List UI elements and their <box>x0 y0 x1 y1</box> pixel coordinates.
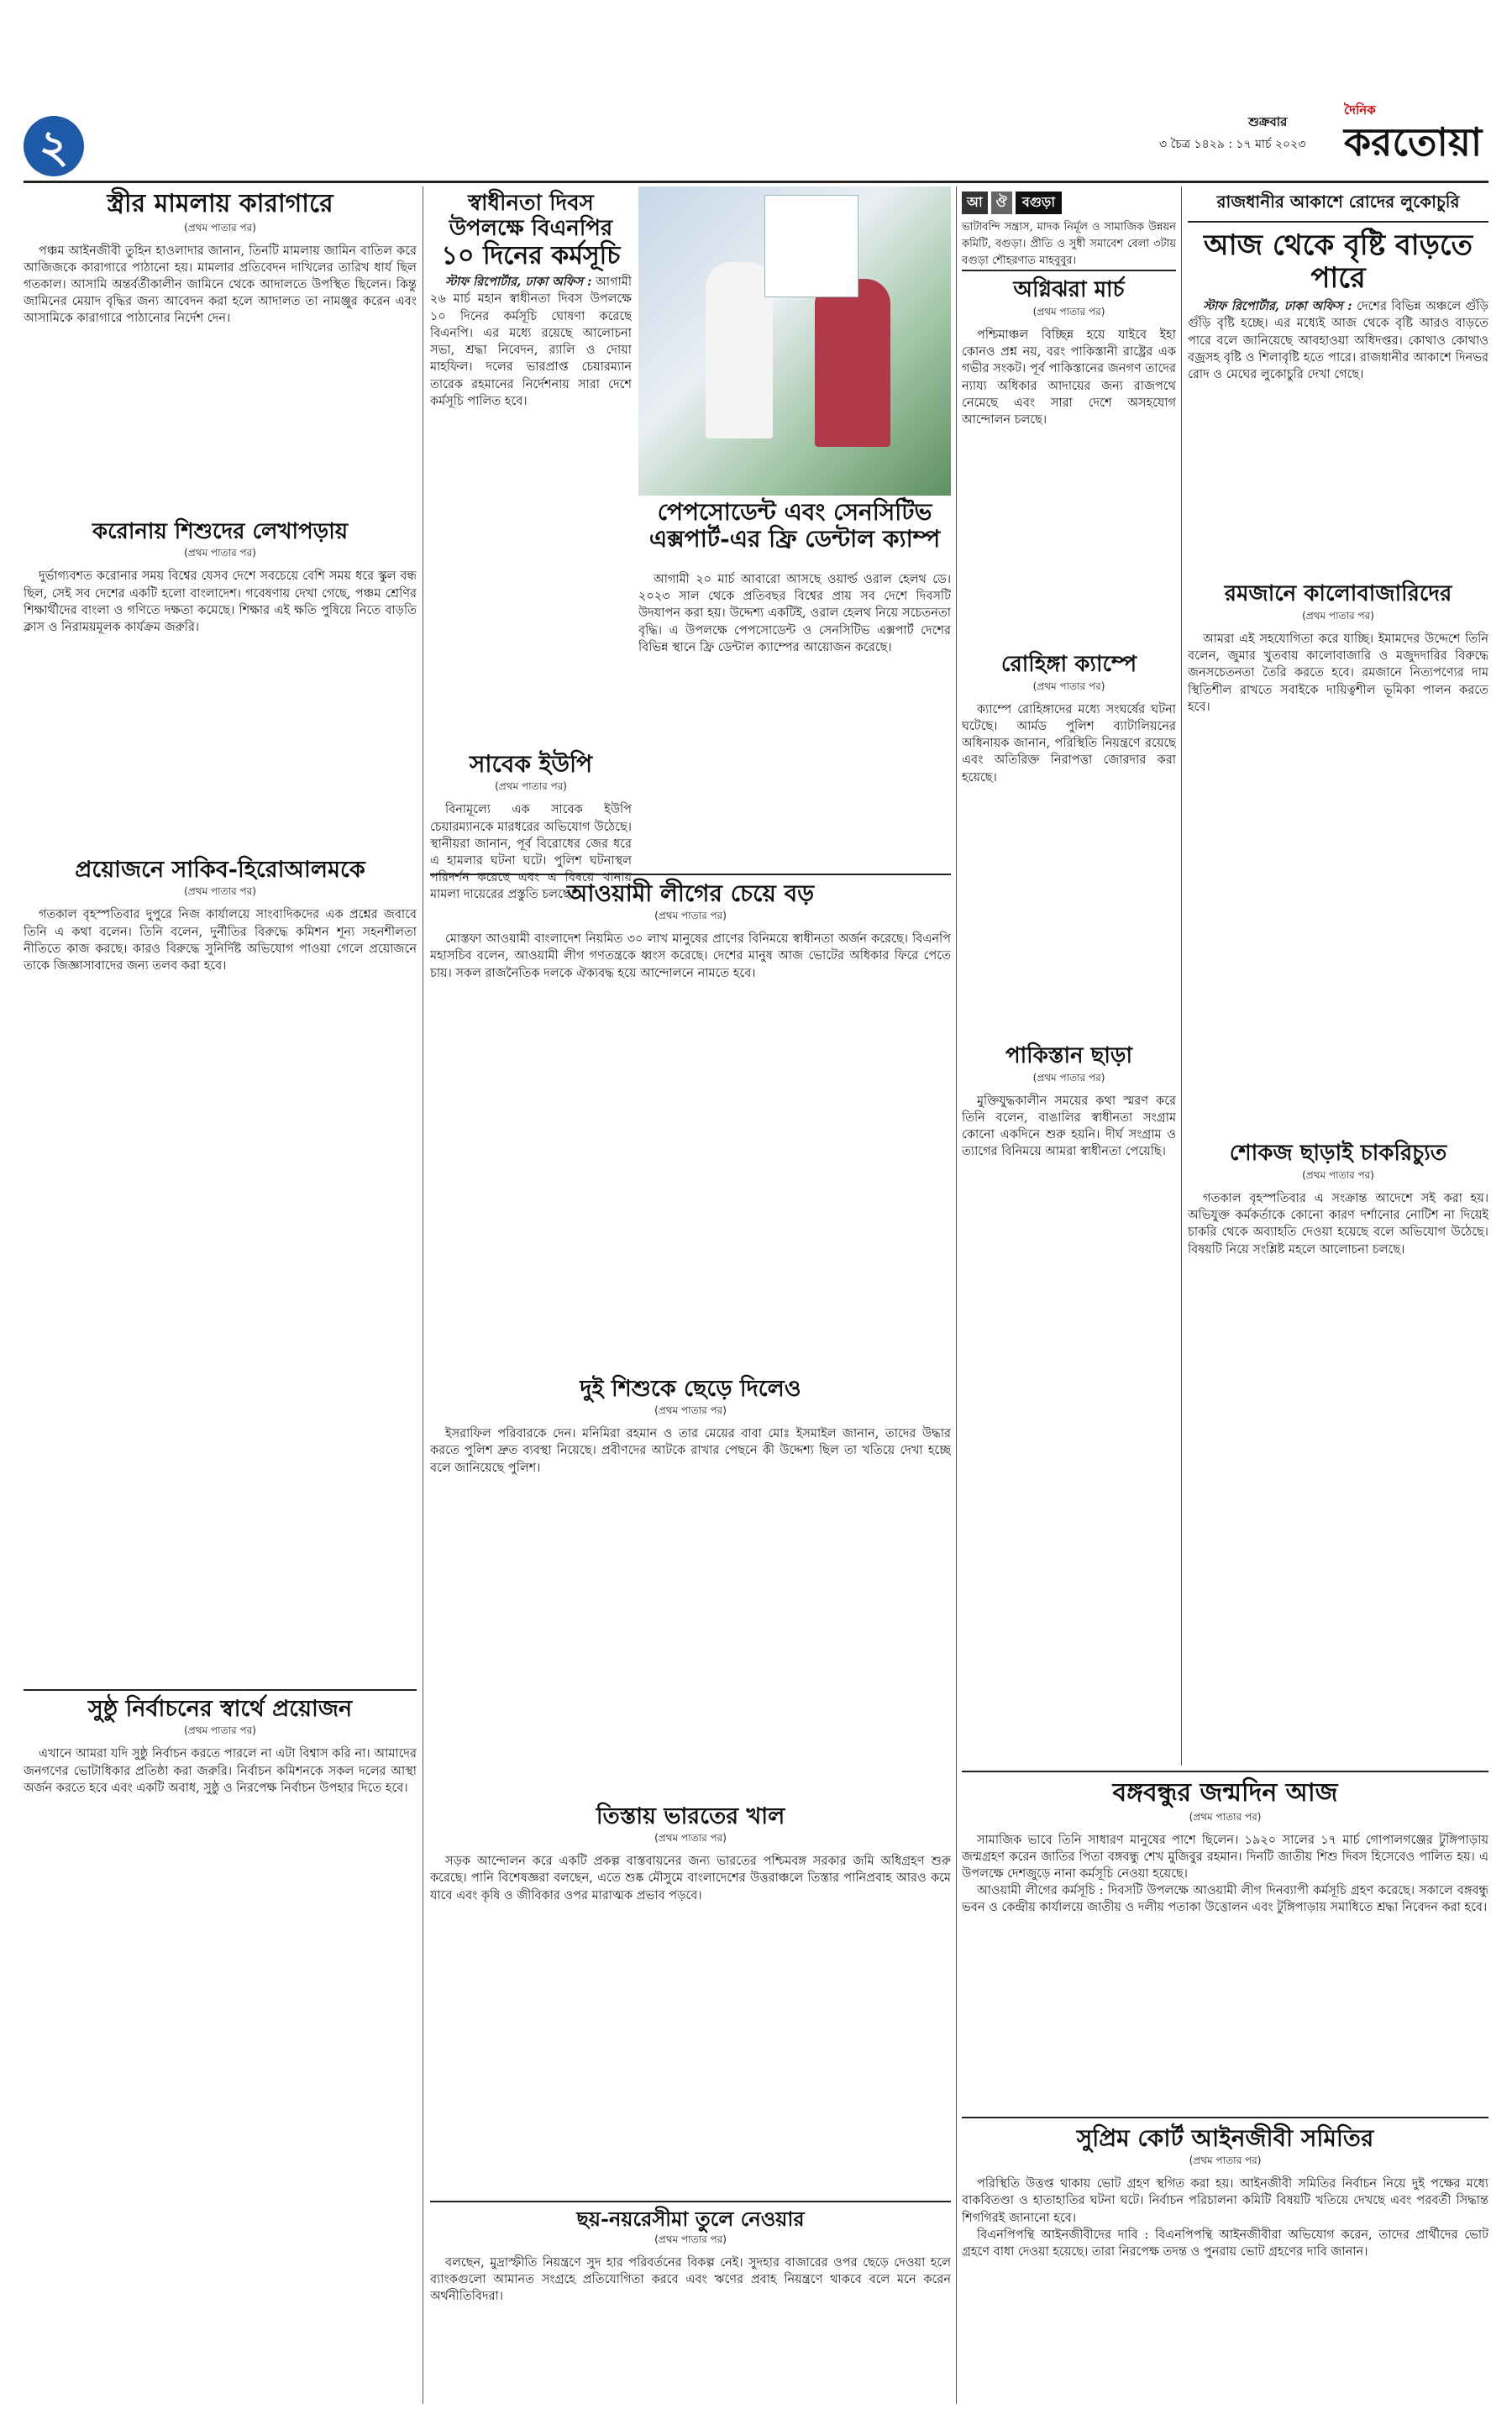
headline-rain: আজ থেকে বৃষ্টি বাড়তে পারে <box>1203 228 1473 296</box>
column-4 <box>962 186 1176 1866</box>
continued-label: (প্রথম পাতার পর) <box>654 2233 727 2245</box>
caption-line: এক্সপার্ট-এর ফ্রি ডেন্টাল ক্যাম্প <box>648 525 941 554</box>
headline-line: উপলক্ষে বিএনপির <box>449 215 613 241</box>
article-wife-case-body: পঞ্চম আইনজীবী তুহিন হাওলাদার জানান, তিনটি মামলায় জামিন বাতিল করে আজিজকে কারাগারে পাঠানো হয়। মামলার প্রতিবেদন দাখিলের তারিখ ধার্য ছিল গতকাল। আসামি অন্তর্বর্তীকালীন জামিনে থেকে আদালতে উপস্থিত ছিলেন। কিন্তু জামিনের মেয়াদ বৃদ্ধির জন্য আবেদন করা হলে আদালত তা নামঞ্জুর করেন এবং আসামিকে কারাগারে পাঠানোর নির্দেশ দেন। <box>24 244 417 326</box>
byline: স্টাফ রিপোর্টার, ঢাকা অফিস : <box>445 275 592 290</box>
continued-label: (প্রথম পাতার পর) <box>654 910 727 922</box>
article-election-body: এখানে আমরা যদি সুষ্ঠু নির্বাচন করতে পারলে না এটা বিশ্বাস করি না। আমাদের জনগণের ভোটাধিকার প্রতিষ্ঠা করা জরুরি। নির্বাচন কমিশনকে সকল দলের আস্থা অর্জন করতে হবে এবং একটি অবাধ, সুষ্ঠু ও নিরপেক্ষ নির্বাচন উপহার দিতে হবে। <box>24 1747 417 1795</box>
headline-line: স্বাধীনতা দিবস <box>468 191 594 216</box>
column-divider <box>1181 186 1182 1766</box>
column-5 <box>1188 186 1488 1766</box>
dental-camp-body: আগামী ২০ মার্চ আবারো আসছে ওয়ার্ল্ড ওরাল হেলথ ডে। ২০২৩ সাল থেকে প্রতিবছর বিশ্বের প্রায় সব দেশে দিবসটি উদযাপন করা হয়। উদ্দেশ্য একটিই, ওরাল হেলথ নিয়ে সচেতনতা বৃদ্ধি। এ উপলক্ষে পেপসোডেন্ট ও সেনসিটিভ এক্সপার্ট দেশের বিভিন্ন স্থানে ফ্রি ডেন্টাল ক্যাম্পের আয়োজন করেছে। <box>638 573 951 654</box>
continued-label: (প্রথম পাতার পর) <box>184 885 256 898</box>
headline-ramadan-blackmarket: রমজানে কালোবাজারিদের <box>1224 581 1452 607</box>
photo-person <box>815 279 890 447</box>
continued-label: (প্রথম পাতার পর) <box>184 547 256 559</box>
headline-bnp-program <box>430 192 632 270</box>
section-name: বগুড়া <box>1016 192 1062 214</box>
byline: স্টাফ রিপোর্টার, ঢাকা অফিস : <box>1203 299 1352 314</box>
article-pakistan-body: মুক্তিযুদ্ধকালীন সময়ের কথা স্মরণ করে তিনি বলেন, বাঙালির স্বাধীনতা সংগ্রাম কোনো একদিনে শুরু হয়নি। দীর্ঘ সংগ্রাম ও ত্যাগের বিনিময়ে আমরা স্বাধীনতা পেয়েছি। <box>962 1094 1176 1159</box>
headline-show-cause: শোকজ ছাড়াই চাকরিচ্যুত <box>1229 1141 1447 1167</box>
headline-wife-case: স্ত্রীর মামলায় কারাগারে <box>107 189 333 218</box>
masthead-rule <box>24 181 1488 183</box>
section-tag: ঔ <box>991 192 1012 214</box>
article-former-up-body: বিনামূল্যে এক সাবেক ইউপি চেয়ারম্যানকে মারধরের অভিযোগ উঠেছে। স্থানীয়রা জানান, পূর্ব বিরোধের জের ধরে এ হামলার ঘটনা ঘটে। পুলিশ ঘটনাস্থল পরিদর্শন করেছে এবং এ বিষয়ে থানায় মামলা দায়েরের প্রস্তুতি চলছে। <box>430 803 632 902</box>
section-tag: আ <box>962 192 988 214</box>
headline-interest-cap: ছয়-নয়রেসীমা তুলে নেওয়ার <box>430 2201 951 2231</box>
continued-label: (প্রথম পাতার পর) <box>1032 305 1105 318</box>
continued-label: (প্রথম পাতার পর) <box>654 1404 727 1417</box>
column-1 <box>24 186 417 2404</box>
article-sakib-body: গতকাল বৃহস্পতিবার দুপুরে নিজ কার্যালয়ে সাংবাদিকদের এক প্রশ্নের জবাবে তিনি এ কথা বলেন। তিনি বলেন, দুর্নীতির বিরুদ্ধে কমিশন শূন্য সহনশীলতা নীতিতে কাজ করছে। কারও বিরুদ্ধে সুনির্দিষ্ট অভিযোগ পাওয়া গেলে প্রয়োজনে তাকে জিজ্ঞাসাবাদের জন্য তলব করা হবে। <box>24 908 417 974</box>
continued-label: (প্রথম পাতার পর) <box>1032 1071 1105 1084</box>
headline-line: ১০ দিনের কর্মসূচি <box>441 240 621 270</box>
headline-former-up: সাবেক ইউপি <box>469 750 593 779</box>
bangabandhu-article <box>962 1776 1488 2112</box>
article-bnp-body <box>430 274 632 744</box>
headline-awami-league: আওয়ামী লীগের চেয়ে বড় <box>430 874 951 907</box>
continued-label: (প্রথম পাতার পর) <box>495 780 567 793</box>
continued-label: (প্রথম পাতার পর) <box>1302 610 1374 622</box>
headline-pakistan: পাকিস্তান ছাড়া <box>1005 1042 1133 1068</box>
section-header-bogura <box>962 192 1176 214</box>
column-center-lower <box>430 874 951 2192</box>
article-march-body: পশ্চিমাঞ্চল বিচ্ছিন্ন হয়ে যাইবে ইহা কোনও প্রশ্ন নয়, বরং পাকিস্তানী রাষ্ট্রের এক গভীর সংকট। পূর্ব পাকিস্তানের জনগণ তাদের ন্যায্য অধিকার আদায়ের জন্য রাজপথে নেমেছে এবং সারা দেশে অসহযোগ আন্দোলন চলছে। <box>962 328 1176 427</box>
headline-corona-children: করোনায় শিশুদের লেখাপড়ায় <box>92 518 349 544</box>
article-rohingya-body: ক্যাম্পে রোহিঙ্গাদের মধ্যে সংঘর্ষের ঘটনা ঘটেছে। আর্মড পুলিশ ব্যাটালিয়নের অধিনায়ক জানান, পরিস্থিতি নিয়ন্ত্রণে রয়েছে এবং অতিরিক্ত নিরাপত্তা জোরদার করা হয়েছে। <box>962 702 1176 785</box>
continued-label: (প্রথম পাতার পর) <box>654 1832 727 1845</box>
continued-label: (প্রথম পাতার পর) <box>1302 1168 1374 1181</box>
continued-label: (প্রথম পাতার পর) <box>1189 2154 1262 2167</box>
photo-banner <box>764 195 858 297</box>
masthead-paper-name: করতোয়া <box>1344 119 1483 165</box>
headline-fiery-march: অগ্নিঝরা মার্চ <box>1013 277 1125 302</box>
article-text: পরিস্থিতি উত্তপ্ত থাকায় ভোট গ্রহণ স্থগিত করা হয়। আইনজীবী সমিতির নির্বাচন নিয়ে দুই পক্ষের মধ্যে বাকবিতণ্ডা ও হাতাহাতির ঘটনা ঘটে। নির্বাচন পরিচালনা কমিটি বিষয়টি খতিয়ে দেখছে এবং পরবর্তী সিদ্ধান্ত শিগগিরই জানানো হবে। <box>962 2177 1488 2225</box>
article-interest-body: বলছেন, মুদ্রাস্ফীতি নিয়ন্ত্রণে সুদ হার পরিবর্তনের বিকল্প নেই। সুদহার বাজারের ওপর ছেড়ে দেওয়া হলে ব্যাংকগুলো আমানত সংগ্রহে প্রতিযোগিতা করবে এবং ঋণের প্রবাহ নিয়ন্ত্রণে থাকবে বলে মনে করেন অর্থনীতিবিদরা। <box>430 2255 951 2303</box>
article-supreme-court-body <box>962 2175 1488 2402</box>
supreme-court-article <box>962 2122 1488 2407</box>
dental-camp-caption <box>638 496 951 553</box>
article-corona-body: দুর্ভাগ্যবশত করোনার সময় বিশ্বের যেসব দেশে সবচেয়ে বেশি সময় ধরে স্কুল বন্ধ ছিল, সেই সব দেশের একটি হলো বাংলাদেশ। গবেষণায় দেখা গেছে, পঞ্চম শ্রেণির শিক্ষার্থীদের বাংলা ও গণিতে দক্ষতা কমেছে। শিক্ষার এই ক্ষতি পুষিয়ে নিতে বাড়তি ক্লাস ও নিরাময়মূলক কার্যক্রম জরুরি। <box>24 569 417 634</box>
continued-label: (প্রথম পাতার পর) <box>184 221 256 234</box>
article-text: দেশের বিভিন্ন অঞ্চলে গুঁড়ি গুঁড়ি বৃষ্টি হচ্ছে। এর মধ্যেই আজ থেকে বৃষ্টি আরও বাড়তে পারে বলে জানিয়েছে আবহাওয়া অধিদপ্তর। কোথাও কোথাও বজ্রসহ বৃষ্টি ও শিলাবৃষ্টি হতে পারে। রাজধানীর আকাশে দিনভর রোদ ও মেঘের লুকোচুরি দেখা গেছে। <box>1188 300 1488 381</box>
column-center-bottom <box>430 2201 951 2406</box>
page-number-badge: ২ <box>24 116 84 176</box>
article-awami-body: মোস্তফা আওয়ামী বাংলাদেশ নিয়মিত ৩০ লাখ মানুষের প্রাণের বিনিময়ে স্বাধীনতা অর্জন করেছে। বিএনপি মহাসচিব বলেন, আওয়ামী লীগ গণতন্ত্রকে ধ্বংস করেছে। দেশের মানুষ আজ ভোটের অধিকার ফিরে পেতে চায়। সকল রাজনৈতিক দলকে ঐক্যবদ্ধ হয়ে আন্দোলনে নামতে হবে। <box>430 932 951 980</box>
column-divider <box>956 186 957 2404</box>
caption-line: পেপসোডেন্ট এবং সেনসিটিভ <box>657 498 932 526</box>
masthead-paper-small: দৈনিক <box>1344 102 1376 118</box>
article-bangabandhu-body <box>962 1832 1488 2109</box>
top-strip-headline: রাজধানীর আকাশে রোদের লুকোচুরি <box>1188 186 1488 223</box>
section-rule <box>962 2117 1488 2118</box>
article-text: আওয়ামী লীগের কর্মসূচি : দিবসটি উপলক্ষে আওয়ামী লীগ দিনব্যাপী কর্মসূচি গ্রহণ করেছে। সকালে বঙ্গবন্ধু ভবন ও কেন্দ্রীয় কার্যালয়ে জাতীয় ও দলীয় পতাকা উত্তোলন এবং টুঙ্গিপাড়ায় সমাধিতে শ্রদ্ধা নিবেদন করা হবে। <box>962 1884 1488 1915</box>
headline-rohingya-camp: রোহিঙ্গা ক্যাম্পে <box>1000 651 1137 677</box>
continued-label: (প্রথম পাতার পর) <box>1032 680 1105 692</box>
photo-person <box>706 262 773 438</box>
masthead-date: ৩ চৈত্র ১৪২৯ : ১৭ মার্চ ২০২৩ <box>1159 138 1306 151</box>
section-rule <box>962 1771 1488 1772</box>
continued-label: (প্রথম পাতার পর) <box>1189 1810 1262 1823</box>
article-ramadan-body: আমরা এই সহযোগিতা করে যাচ্ছি। ইমামদের উদ্দেশে তিনি বলেন, জুমার খুতবায় কালোবাজারি ও মজুদদারির বিরুদ্ধে জনসচেতনতা তৈরি করতে হবে। রমজানে নিত্যপণ্যের দাম স্থিতিশীল রাখতে সবাইকে দায়িত্বশীল ভূমিকা পালন করতে হবে। <box>1188 632 1488 714</box>
article-show-cause-body: গতকাল বৃহস্পতিবার এ সংক্রান্ত আদেশে সই করা হয়। অভিযুক্ত কর্মকর্তাকে কোনো কারণ দর্শানোর নোটিশ না দিয়েই চাকরি থেকে অব্যাহতি দেওয়া হয়েছে বলে অভিযোগ উঠেছে। বিষয়টি নিয়ে সংশ্লিষ্ট মহলে আলোচনা চলছে। <box>1188 1191 1488 1257</box>
article-text: সামাজিক ভাবে তিনি সাধারণ মানুষের পাশে ছিলেন। ১৯২০ সালের ১৭ মার্চ গোপালগঞ্জের টুঙ্গিপাড়ায় জন্মগ্রহণ করেন জাতির পিতা বঙ্গবন্ধু শেখ মুজিবুর রহমান। দিনটি জাতীয় শিশু দিবস হিসেবেও পালিত হয়। এ উপলক্ষে দেশজুড়ে নানা কর্মসূচি নেওয়া হয়েছে। <box>962 1833 1488 1881</box>
headline-two-children: দুই শিশুকে ছেড়ে দিলেও <box>580 1376 801 1403</box>
article-text: আগামী ২৬ মার্চ মহান স্বাধীনতা দিবস উপলক্ষে ১০ দিনের কর্মসূচি ঘোষণা করেছে বিএনপি। এর মধ্যে রয়েছে আলোচনা সভা, শ্রদ্ধা নিবেদন, র‍্যালি ও দোয়া মাহফিল। দলের ভারপ্রাপ্ত চেয়ারম্যান তারেক রহমানের নির্দেশনায় সারা দেশে কর্মসূচি পালিত হবে। <box>430 276 632 408</box>
headline-bangabandhu-birthday: বঙ্গবন্ধুর জন্মদিন আজ <box>1112 1778 1338 1808</box>
article-teesta-body: সড়ক আন্দোলন করে একটি প্রকল্প বাস্তবায়নের জন্য ভারতের পশ্চিমবঙ্গ সরকার জমি অধিগ্রহণ শুরু করেছে। পানি বিশেষজ্ঞরা বলছেন, এতে শুষ্ক মৌসুমে বাংলাদেশের উত্তরাঞ্চলে তিস্তার পানিপ্রবাহ আরও কমে যাবে এবং কৃষি ও জীবিকার ওপর মারাত্মক প্রভাব পড়বে। <box>430 1855 951 1903</box>
headline-supreme-court-bar: সুপ্রিম কোর্ট আইনজীবী সমিতির <box>1076 2124 1374 2152</box>
dental-camp-photo <box>638 186 951 496</box>
headline-fair-election: সুষ্ঠু নির্বাচনের স্বার্থে প্রয়োজন <box>24 1689 417 1722</box>
headline-teesta-canal: তিস্তায় ভারতের খাল <box>596 1803 785 1830</box>
masthead-logo <box>1344 101 1487 168</box>
article-text: বিএনপিপন্থি আইনজীবীদের দাবি : বিএনপিপন্থি আইনজীবীরা অভিযোগ করেন, তাদের প্রার্থীদের ভোট গ্রহণে বাধা দেওয়া হয়েছে। তারা নিরপেক্ষ তদন্ত ও পুনরায় ভোট গ্রহণের দাবি জানান। <box>962 2228 1488 2259</box>
article-rain-body <box>1188 298 1488 575</box>
masthead-day: শুক্রবার <box>1248 114 1288 129</box>
continued-label: (প্রথম পাতার পর) <box>184 1724 256 1737</box>
article-children-body: ইসরাফিল পরিবারকে দেন। মনিমিরা রহমান ও তার মেয়ের বাবা মোঃ ইসমাইল জানান, তাদের উদ্ধার করতে পুলিশ দ্রুত ব্যবস্থা নিয়েছে। প্রবীণদের আটকে রাখার পেছনে কী উদ্দেশ্য ছিল তা খতিয়ে দেখা হচ্ছে বলে জানিয়েছে পুলিশ। <box>430 1427 951 1475</box>
headline-sakib-hiro: প্রয়োজনে সাকিব-হিরোআলমকে <box>75 857 365 884</box>
section-blurb: ভাটাবন্দি সন্ত্রাস, মাদক নির্মূল ও সামাজিক উন্নয়ন কমিটি, বগুড়া। প্রীতি ও সুধী সমাবেশ বেলা ৩টায় বগুড়া শৌহরণাত মাহবুবুর। <box>962 219 1176 271</box>
